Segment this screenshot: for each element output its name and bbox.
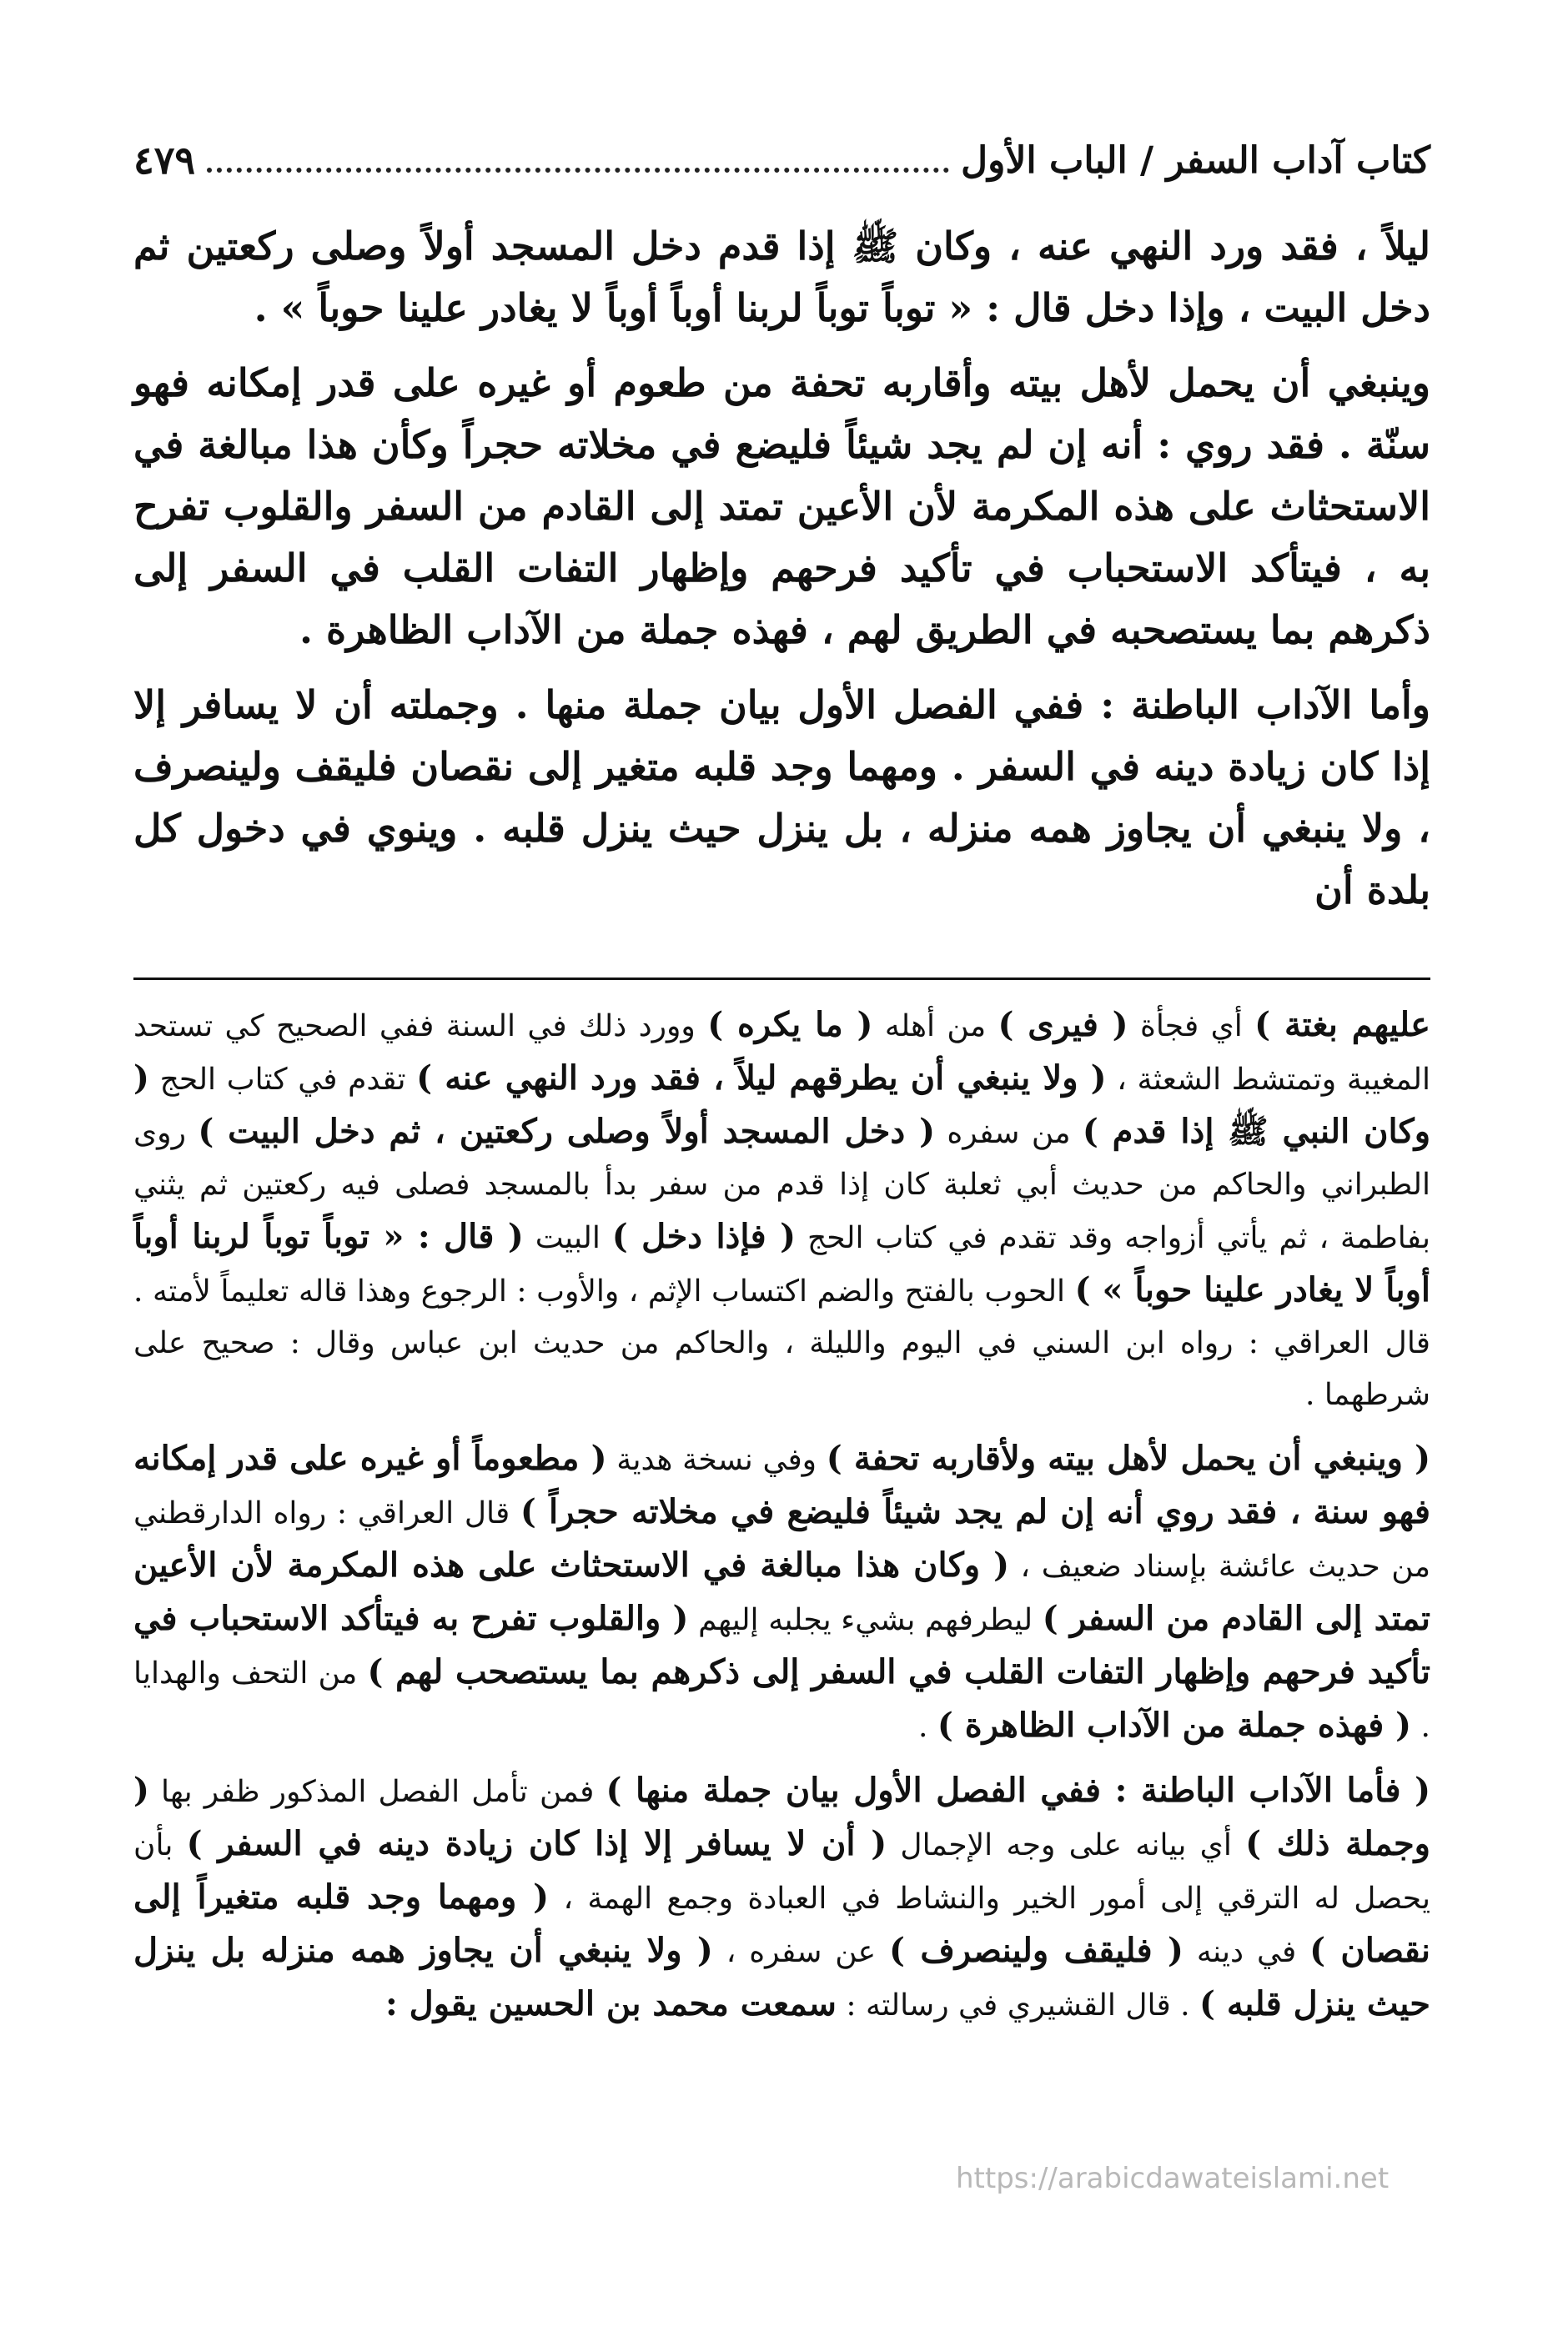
quoted-matn-segment: ( وكان هذا مبالغة في الاستحثاث على هذه المكرمة لأن الأعين تمتد إلى القادم من السفر ) xyxy=(133,1545,1431,1638)
quoted-matn-segment: ( فهذه جملة من الآداب الظاهرة ) xyxy=(937,1706,1412,1745)
quoted-matn-segment: سمعت محمد بن الحسين يقول : xyxy=(384,1984,837,2023)
quoted-matn-segment: ( قال : « توباً توباً لربنا أوباً أوباً لا يغادر علينا حوباً » ) xyxy=(133,1217,1431,1309)
footnote-separator xyxy=(133,978,1430,980)
quoted-matn-segment: ( فأما الآداب الباطنة : ففي الفصل الأول بيان جملة منها ) xyxy=(606,1771,1430,1810)
quoted-matn-segment: ( وجملة ذلك ) xyxy=(133,1771,1431,1863)
main-paragraph-1: ليلاً ، فقد ورد النهي عنه ، وكان ﷺ إذا قدم دخل المسجد أولاً وصلى ركعتين ثم دخل البيت ، وإذا دخل قال : « توباً توباً لربنا أوباً أوباً لا يغادر علينا حوباً » . xyxy=(133,224,1430,330)
main-text xyxy=(133,215,1430,934)
quoted-matn-segment: ( فيرى ) xyxy=(998,1005,1128,1044)
main-paragraph-2: وينبغي أن يحمل لأهل بيته وأقاربه تحفة من طعوم أو غيره على قدر إمكانه فهو سنّة . فقد روي : أنه إن لم يجد شيئاً فليضع في مخلاته حجراً وكأن هذا مبالغة في الاستحثاث على هذه المكرمة لأن الأعين تمتد إلى القادم من السفر والقلوب تفرح به ، فيتأكد الاستحباب في تأكيد فرحهم وإظهار التفات القلب في السفر إلى ذكرهم بما يستصحبه في الطريق لهم ، فهذه جملة من الآداب الظاهرة . xyxy=(133,360,1430,652)
commentary-paragraph-1 xyxy=(133,999,1430,1421)
watermark-url: https://arabicdawateislami.net xyxy=(956,2162,1390,2195)
quoted-matn-segment: ( والقلوب تفرح به فيتأكد الاستحباب في تأكيد فرحهم وإظهار التفات القلب في السفر إلى ذكرهم بما يستصحب لهم ) xyxy=(133,1599,1430,1691)
commentary-text-segment: . xyxy=(917,1710,937,1744)
commentary-text-segment: أي فجأة xyxy=(1128,1009,1255,1043)
commentary-text-segment: وورد ذلك في السنة ففي الصحيح كي تستحد المغيبة وتمتشط الشعثة ، xyxy=(133,1009,1431,1097)
main-paragraph-3: وأما الآداب الباطنة : ففي الفصل الأول بيان جملة منها . وجملته أن لا يسافر إلا إذا كان زيادة دينه في السفر . ومهما وجد قلبه متغير إلى نقصان فليقف ولينصرف ، ولا ينبغي أن يجاوز همه منزله ، بل ينزل حيث ينزل قلبه . وينوي في دخول كل بلدة أن xyxy=(133,682,1430,912)
commentary-text-segment: فمن تأمل الفصل المذكور ظفر بها xyxy=(148,1775,606,1809)
quoted-matn-segment: ( فإذا دخل ) xyxy=(611,1217,797,1256)
commentary-text-segment: تقدم في كتاب الحج xyxy=(148,1063,417,1097)
page-number: ٤٧٩ xyxy=(133,138,196,183)
commentary-text-segment: من أهله xyxy=(872,1009,998,1043)
quoted-matn-segment: ( ما يكره ) xyxy=(707,1005,873,1044)
commentary-text-segment: من سفره xyxy=(935,1116,1083,1150)
quoted-matn-segment: ( مطعوماً أو غيره على قدر إمكانه فهو سنة ، فقد روي أنه إن لم يجد شيئاً فليضع في مخلاته حجراً ) xyxy=(133,1439,1430,1531)
commentary-text-segment: بأن يحصل له الترقي إلى أمور الخير والنشاط في العبادة وجمع الهمة ، xyxy=(133,1828,1430,1916)
header-title: كتاب آداب السفر / الباب الأول xyxy=(961,139,1430,182)
commentary-paragraph-3 xyxy=(133,1765,1430,2032)
quoted-matn-segment: ( ولا ينبغي أن يطرقهم ليلاً ، فقد ورد النهي عنه ) xyxy=(416,1058,1107,1098)
commentary-text-segment: عن سفره ، xyxy=(712,1935,890,1969)
quoted-matn-segment: ( أن لا يسافر إلا إذا كان زيادة دينه في السفر ) xyxy=(186,1824,887,1863)
commentary-text-segment: روى الطبراني والحاكم من حديث أبي ثعلبة كان إذا قدم من سفر بدأ بالمسجد فصلى فيه ركعتين ثم يثني بفاطمة ، ثم يأتي أزواجه وقد تقدم في كتاب الحج xyxy=(133,1116,1430,1255)
quoted-matn-segment: ( فليقف ولينصرف ) xyxy=(889,1931,1184,1970)
commentary xyxy=(133,999,1430,2043)
quoted-matn-segment: ( وينبغي أن يحمل لأهل بيته ولأقاربه تحفة ) xyxy=(826,1439,1430,1478)
commentary-text-segment: ليطرفهم بشيء يجلبه إليهم xyxy=(688,1603,1043,1637)
commentary-paragraph-2 xyxy=(133,1433,1430,1753)
commentary-text-segment: . قال القشيري في رسالته : xyxy=(836,1988,1199,2023)
running-header xyxy=(133,113,1430,183)
quoted-matn-segment: ( وكان النبي ﷺ إذا قدم ) xyxy=(133,1058,1431,1151)
header-leader-dots xyxy=(207,168,949,173)
commentary-text-segment: وفي نسخة هدية xyxy=(606,1443,827,1477)
quoted-matn-segment: عليهم بغتة ) xyxy=(1254,1005,1430,1044)
commentary-text-segment: الحوب بالفتح والضم اكتساب الإثم ، والأوب : الرجوع وهذا قاله تعليماً لأمته . قال العراقي : رواه ابن السني في اليوم والليلة ، والحاكم من حديث ابن عباس وقال : صحيح على شرطهما . xyxy=(133,1274,1430,1412)
quoted-matn-segment: ( ومهما وجد قلبه متغيراً إلى نقصان ) xyxy=(133,1877,1430,1970)
commentary-text-segment: في دينه xyxy=(1183,1935,1310,1969)
quoted-matn-segment: ( دخل المسجد أولاً وصلى ركعتين ، ثم دخل البيت ) xyxy=(198,1112,935,1151)
commentary-text-segment: قال العراقي : رواه الدارقطني من حديث عائشة بإسناد ضعيف ، xyxy=(133,1496,1430,1584)
commentary-text-segment: أي بيانه على وجه الإجمال xyxy=(887,1828,1246,1862)
commentary-text-segment: البيت xyxy=(523,1221,612,1255)
quoted-matn-segment: ( ولا ينبغي أن يجاوز همه منزله بل ينزل حيث ينزل قلبه ) xyxy=(133,1931,1430,2023)
commentary-text-segment: من التحف والهدايا . xyxy=(133,1656,1430,1744)
